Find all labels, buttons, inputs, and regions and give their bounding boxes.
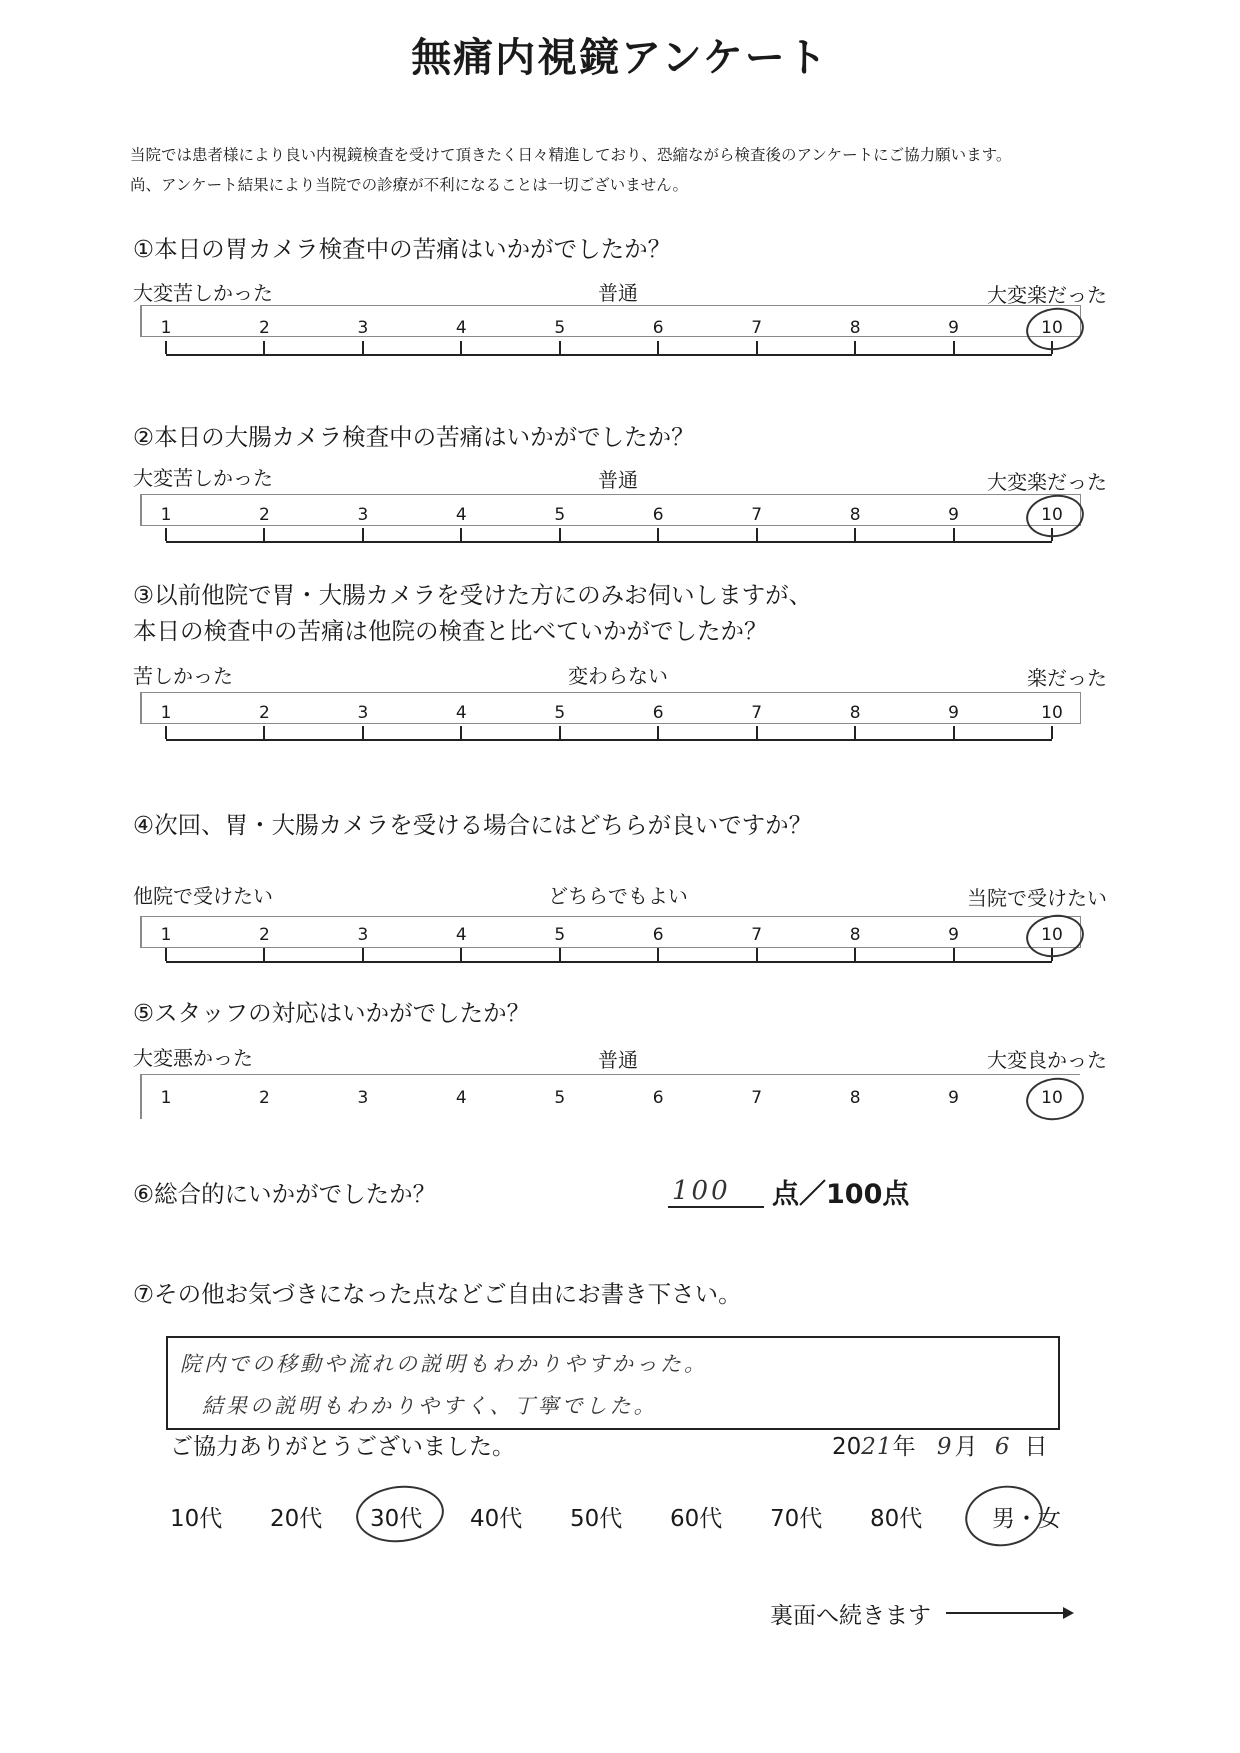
page-title: 無痛内視鏡アンケート xyxy=(411,35,829,81)
scale-number-1[interactable]: 1 xyxy=(160,703,172,723)
q5-ruler xyxy=(160,1082,1063,1112)
scale-number-4[interactable]: 4 xyxy=(455,703,467,723)
q3-ruler xyxy=(160,703,1063,741)
scale-tick xyxy=(263,341,265,354)
scale-number-9[interactable]: 9 xyxy=(948,318,959,338)
q3-label-center: 変わらない xyxy=(568,664,668,688)
scale-number-3[interactable]: 3 xyxy=(357,1088,369,1108)
overall-score-suffix: 点／100点 xyxy=(772,1179,910,1210)
scale-number-5[interactable]: 5 xyxy=(554,318,566,338)
scale-tick xyxy=(362,948,364,961)
scale-tick xyxy=(263,528,265,541)
month-unit: 月 xyxy=(954,1434,978,1460)
question-4: ④次回、胃・大腸カメラを受ける場合にはどちらが良いですか？ xyxy=(133,811,813,839)
scale-number-4[interactable]: 4 xyxy=(455,318,467,338)
scale-number-8[interactable]: 8 xyxy=(849,318,861,338)
scale-number-3[interactable]: 3 xyxy=(357,505,369,525)
year-unit: 年 xyxy=(892,1434,916,1460)
q5-label-left: 大変悪かった xyxy=(133,1046,253,1070)
age-20s[interactable]: 20代 xyxy=(270,1506,323,1532)
scale-tick xyxy=(263,726,265,739)
scale-number-10[interactable]: 10 xyxy=(1041,318,1063,338)
q3-scale xyxy=(140,692,1081,724)
scale-tick xyxy=(953,726,955,739)
q1-scale xyxy=(140,305,1081,337)
q2-ruler xyxy=(160,505,1063,543)
scale-tick xyxy=(657,948,659,961)
question-3-line-1: ③以前他院で胃・大腸カメラを受けた方にのみお伺いしますが、 xyxy=(133,581,813,609)
scale-tick xyxy=(854,948,856,961)
scale-tick xyxy=(657,341,659,354)
date-field xyxy=(832,1428,1047,1461)
q3-label-right: 楽だった xyxy=(1027,666,1107,690)
scale-number-5[interactable]: 5 xyxy=(554,505,566,525)
age-selected-circle xyxy=(353,1482,446,1547)
continue-arrow-icon xyxy=(1063,1607,1074,1619)
scale-number-5[interactable]: 5 xyxy=(554,703,566,723)
scale-tick xyxy=(460,726,462,739)
question-6: ⑥総合的にいかがでしたか？ xyxy=(133,1180,437,1208)
scale-tick xyxy=(165,528,167,541)
scale-number-8[interactable]: 8 xyxy=(849,1088,861,1108)
scale-tick xyxy=(362,528,364,541)
scale-number-2[interactable]: 2 xyxy=(259,318,270,338)
scale-tick xyxy=(559,948,561,961)
q1-label-right: 大変楽だった xyxy=(987,283,1107,307)
comment-line-2: 結果の説明もわかりやすく、丁寧でした。 xyxy=(202,1394,658,1418)
scale-tick xyxy=(1051,726,1053,739)
scale-number-10[interactable]: 10 xyxy=(1041,925,1063,945)
scale-tick xyxy=(953,948,955,961)
q4-label-center: どちらでもよい xyxy=(548,884,688,908)
scale-number-9[interactable]: 9 xyxy=(948,1088,959,1108)
scale-number-7[interactable]: 7 xyxy=(751,703,763,723)
year-printed: 20 xyxy=(832,1434,862,1460)
scale-number-6[interactable]: 6 xyxy=(652,925,664,945)
gender-separator: ・ xyxy=(1015,1506,1038,1532)
age-10s[interactable]: 10代 xyxy=(170,1506,223,1532)
scale-tick xyxy=(953,528,955,541)
scale-tick xyxy=(165,341,167,354)
q4-ruler xyxy=(160,925,1063,963)
scale-number-9[interactable]: 9 xyxy=(948,925,959,945)
scale-tick xyxy=(362,726,364,739)
scale-number-3[interactable]: 3 xyxy=(357,925,369,945)
scale-number-6[interactable]: 6 xyxy=(652,318,664,338)
scale-tick xyxy=(362,341,364,354)
overall-score-handwritten: 100 xyxy=(668,1176,764,1208)
scale-number-5[interactable]: 5 xyxy=(554,1088,566,1108)
scale-number-3[interactable]: 3 xyxy=(357,318,369,338)
scale-number-7[interactable]: 7 xyxy=(751,318,763,338)
scale-number-7[interactable]: 7 xyxy=(751,1088,763,1108)
q3-label-left: 苦しかった xyxy=(133,664,233,688)
scale-number-2[interactable]: 2 xyxy=(259,925,270,945)
scale-number-2[interactable]: 2 xyxy=(259,505,270,525)
scale-number-2[interactable]: 2 xyxy=(259,1088,270,1108)
q2-label-center: 普通 xyxy=(598,468,638,492)
scale-tick xyxy=(756,948,758,961)
scale-number-10[interactable]: 10 xyxy=(1041,703,1063,723)
scale-tick xyxy=(460,528,462,541)
day-unit: 日 xyxy=(1024,1434,1048,1460)
scale-number-9[interactable]: 9 xyxy=(948,703,959,723)
scale-tick xyxy=(657,528,659,541)
q2-scale xyxy=(140,494,1081,526)
scale-number-5[interactable]: 5 xyxy=(554,925,566,945)
intro-line-2: 尚、アンケート結果により当院での診療が不利になることは一切ございません。 xyxy=(130,176,689,194)
scale-tick xyxy=(165,948,167,961)
scale-tick xyxy=(953,341,955,354)
scale-number-1[interactable]: 1 xyxy=(160,505,172,525)
day-handwritten: 6 xyxy=(994,1434,1013,1460)
scale-tick xyxy=(263,948,265,961)
question-1: ①本日の胃カメラ検査中の苦痛はいかがでしたか？ xyxy=(133,235,672,263)
scale-number-4[interactable]: 4 xyxy=(455,925,467,945)
continue-arrow-line xyxy=(946,1612,1064,1614)
intro-line-1: 当院では患者様により良い内視鏡検査を受けて頂きたく日々精進しており、恐縮ながら検査後のアンケートにご協力願います。 xyxy=(130,146,1012,164)
age-80s[interactable]: 80代 xyxy=(870,1506,923,1532)
q1-label-left: 大変苦しかった xyxy=(133,281,273,305)
q2-label-left: 大変苦しかった xyxy=(133,466,273,490)
scale-tick xyxy=(756,528,758,541)
gender-male[interactable]: 男 xyxy=(992,1506,1015,1532)
scale-tick xyxy=(657,726,659,739)
month-handwritten: 9 xyxy=(936,1434,955,1460)
scale-tick xyxy=(460,948,462,961)
scale-number-1[interactable]: 1 xyxy=(160,318,172,338)
scale-number-8[interactable]: 8 xyxy=(849,505,861,525)
gender-selected-circle xyxy=(960,1480,1047,1553)
scale-number-6[interactable]: 6 xyxy=(652,703,664,723)
scale-number-6[interactable]: 6 xyxy=(652,505,664,525)
scale-number-4[interactable]: 4 xyxy=(455,1088,467,1108)
comment-box[interactable] xyxy=(166,1336,1060,1430)
age-40s[interactable]: 40代 xyxy=(470,1506,523,1532)
year-handwritten: 21 xyxy=(861,1434,893,1460)
thanks-message: ご協力ありがとうございました。 xyxy=(170,1434,515,1460)
q4-label-right: 当院で受けたい xyxy=(967,886,1107,910)
scale-number-1[interactable]: 1 xyxy=(160,1088,172,1108)
scale-tick xyxy=(559,528,561,541)
q1-ruler xyxy=(160,318,1063,356)
scale-number-4[interactable]: 4 xyxy=(455,505,467,525)
scale-tick xyxy=(854,528,856,541)
scale-tick xyxy=(559,726,561,739)
scale-tick xyxy=(460,341,462,354)
scale-number-10[interactable]: 10 xyxy=(1041,505,1063,525)
scale-tick xyxy=(165,726,167,739)
scale-tick xyxy=(854,726,856,739)
age-30s[interactable]: 30代 xyxy=(370,1506,423,1532)
scale-number-9[interactable]: 9 xyxy=(948,505,959,525)
scale-number-7[interactable]: 7 xyxy=(751,505,763,525)
gender-female[interactable]: 女 xyxy=(1038,1506,1061,1532)
question-5: ⑤スタッフの対応はいかがでしたか？ xyxy=(133,999,531,1027)
question-2: ②本日の大腸カメラ検査中の苦痛はいかがでしたか？ xyxy=(133,423,695,451)
scale-number-2[interactable]: 2 xyxy=(259,703,270,723)
scale-tick xyxy=(854,341,856,354)
q1-label-center: 普通 xyxy=(598,281,638,305)
age-60s[interactable]: 60代 xyxy=(670,1506,723,1532)
q5-label-center: 普通 xyxy=(598,1048,638,1072)
age-70s[interactable]: 70代 xyxy=(770,1506,823,1532)
q2-label-right: 大変楽だった xyxy=(987,470,1107,494)
scale-tick xyxy=(756,726,758,739)
scale-number-8[interactable]: 8 xyxy=(849,925,861,945)
scale-number-8[interactable]: 8 xyxy=(849,703,861,723)
scale-tick xyxy=(756,341,758,354)
scale-number-7[interactable]: 7 xyxy=(751,925,763,945)
scale-number-1[interactable]: 1 xyxy=(160,925,172,945)
question-3-line-2: 本日の検査中の苦痛は他院の検査と比べていかがでしたか？ xyxy=(133,617,768,645)
q4-label-left: 他院で受けたい xyxy=(133,884,273,908)
scale-number-3[interactable]: 3 xyxy=(357,703,369,723)
scale-number-6[interactable]: 6 xyxy=(652,1088,664,1108)
comment-line-1: 院内での移動や流れの説明もわかりやすかった。 xyxy=(180,1352,708,1376)
age-50s[interactable]: 50代 xyxy=(570,1506,623,1532)
continue-note: 裏面へ続きます xyxy=(770,1603,931,1629)
question-7: ⑦その他お気づきになった点などご自由にお書き下さい。 xyxy=(133,1280,742,1308)
q4-scale xyxy=(140,916,1081,948)
q5-label-right: 大変良かった xyxy=(987,1048,1107,1072)
scale-number-10[interactable]: 10 xyxy=(1041,1088,1063,1108)
scale-tick xyxy=(559,341,561,354)
